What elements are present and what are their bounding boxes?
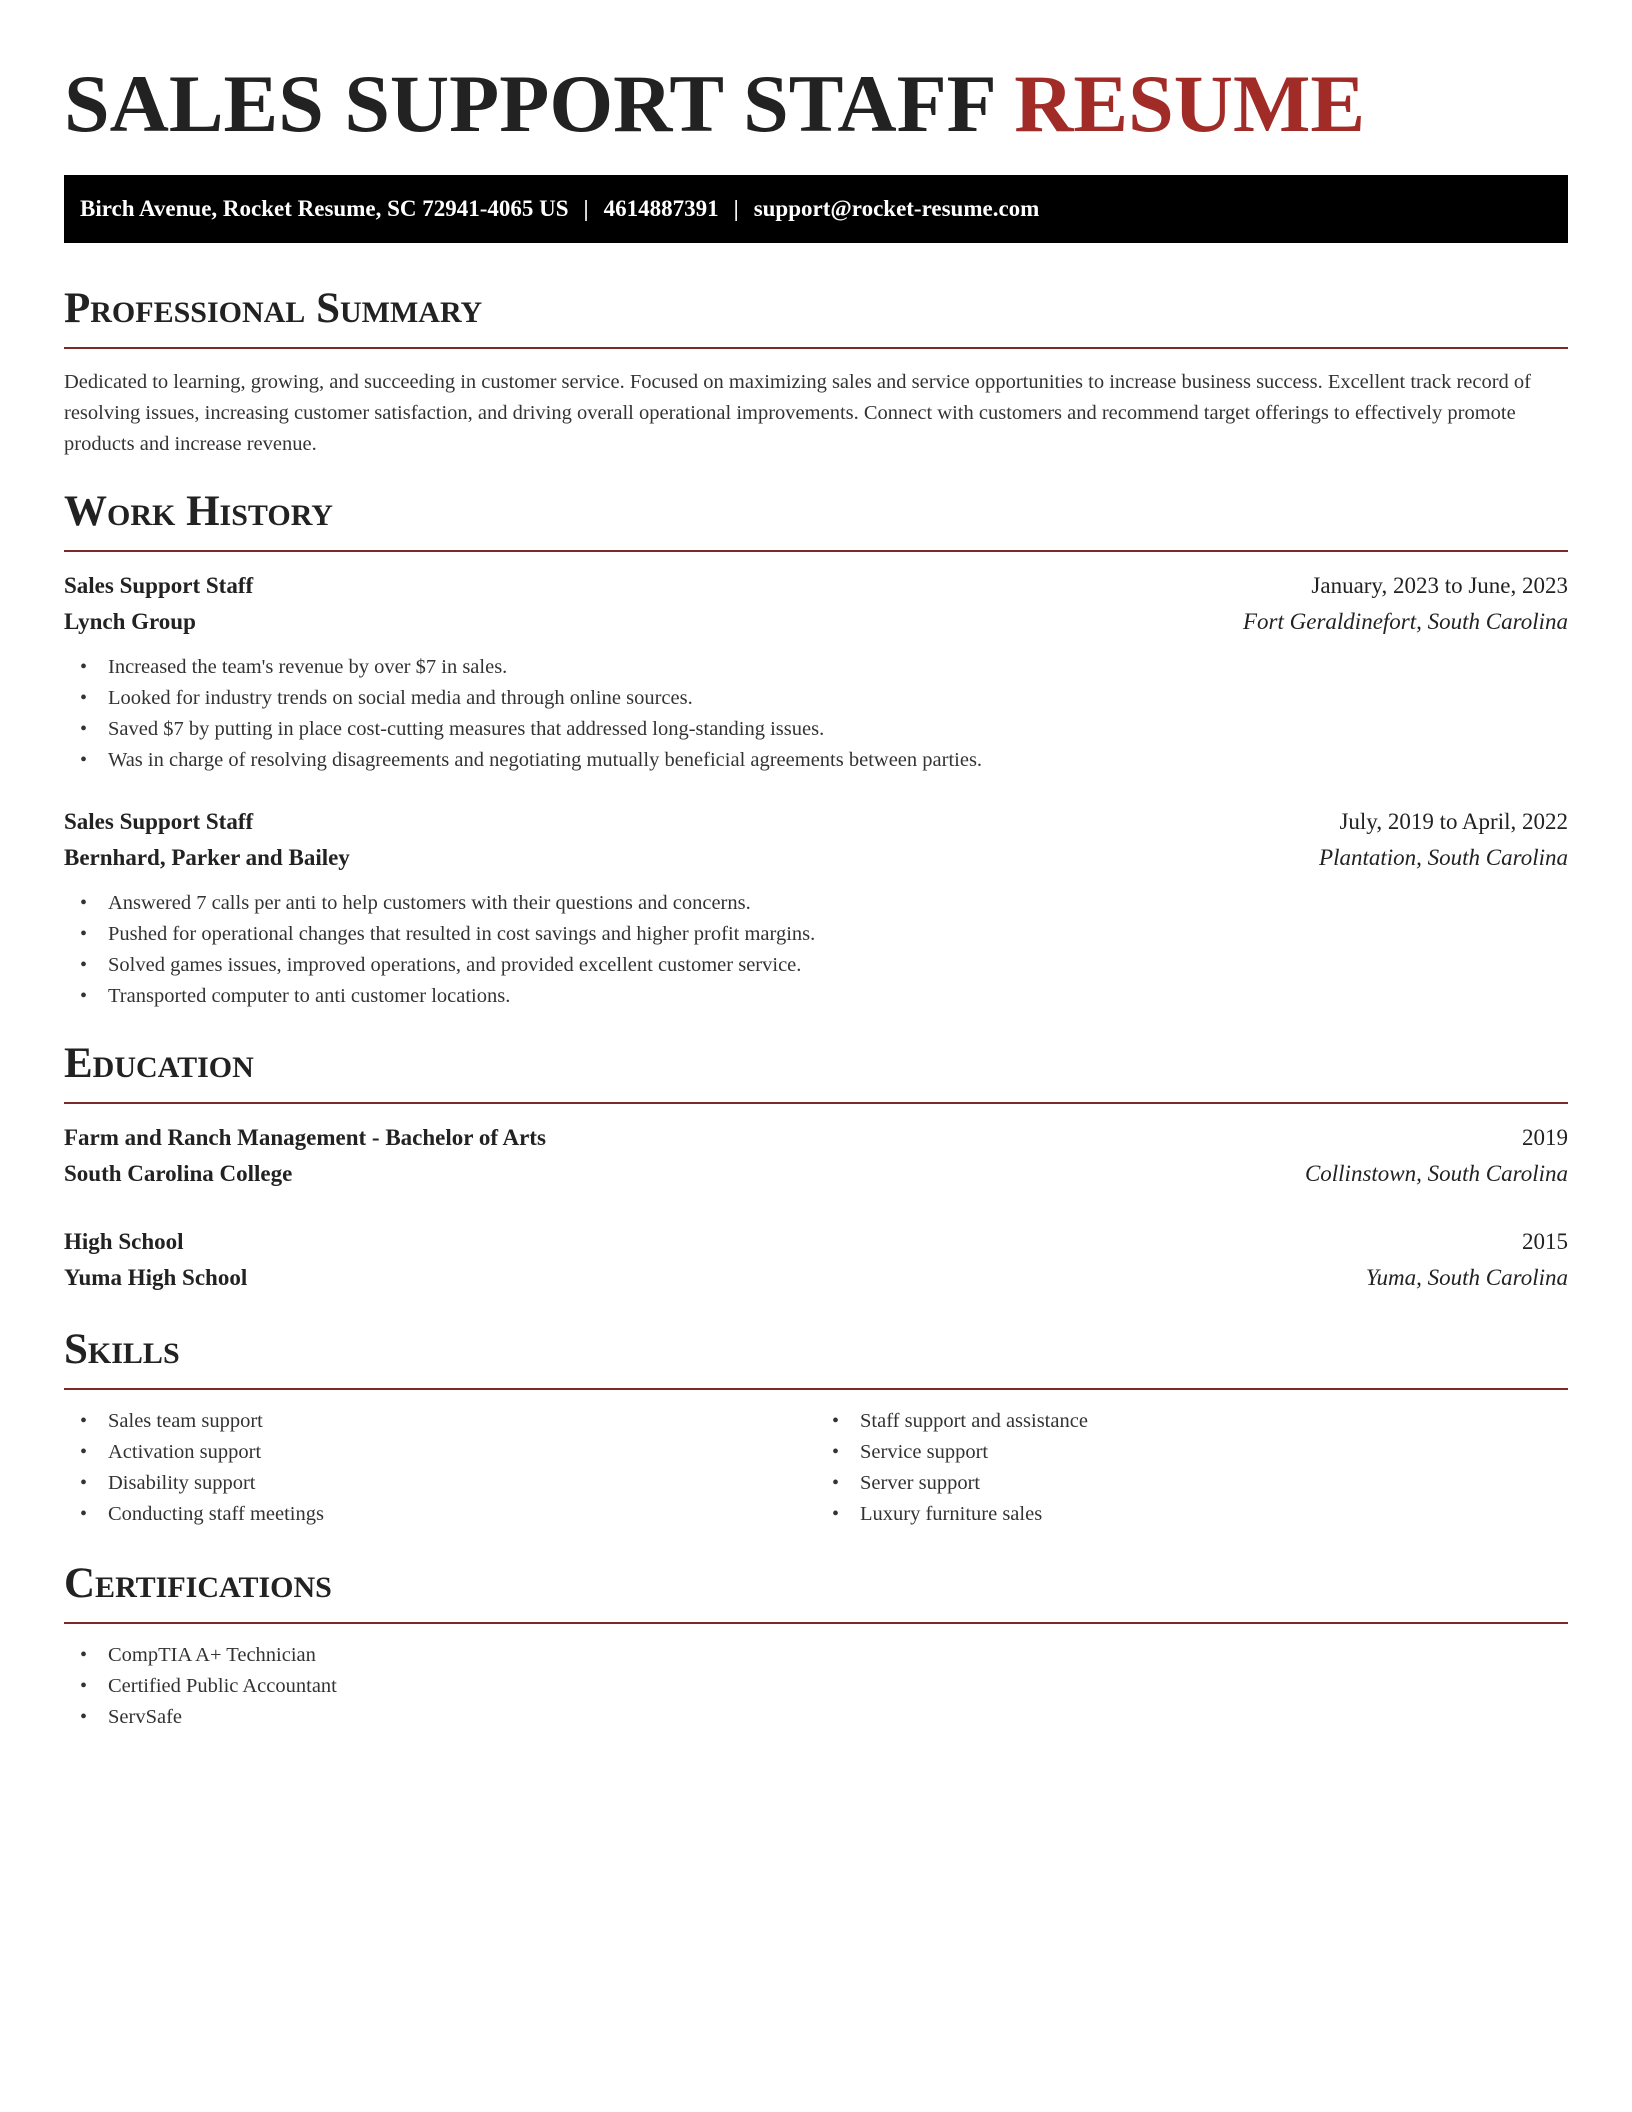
education-degree-row bbox=[64, 1120, 1568, 1156]
section-divider bbox=[64, 550, 1568, 552]
certification-text: CompTIA A+ Technician bbox=[108, 1644, 316, 1666]
job-entry bbox=[64, 568, 1568, 776]
job-location: Plantation, South Carolina bbox=[1319, 845, 1568, 870]
bullet-icon: • bbox=[80, 1472, 88, 1494]
job-title-row bbox=[64, 804, 1568, 840]
job-company: Bernhard, Parker and Bailey bbox=[64, 845, 350, 870]
list-item bbox=[64, 1437, 816, 1468]
contact-bar bbox=[64, 175, 1568, 243]
skills-section bbox=[64, 1324, 1568, 1530]
bullet-icon: • bbox=[832, 1503, 840, 1525]
bullet-icon: • bbox=[80, 1441, 88, 1463]
list-item bbox=[64, 745, 1568, 776]
skill-text: Disability support bbox=[108, 1472, 256, 1494]
bullet-icon: • bbox=[80, 1675, 88, 1697]
bullet-icon: • bbox=[80, 1706, 88, 1728]
job-bullets bbox=[64, 888, 1568, 1012]
skill-text: Service support bbox=[860, 1441, 989, 1463]
section-divider bbox=[64, 1388, 1568, 1390]
job-bullets bbox=[64, 652, 1568, 776]
job-dates: January, 2023 to June, 2023 bbox=[1311, 573, 1568, 598]
bullet-icon: • bbox=[80, 749, 88, 771]
list-item bbox=[816, 1437, 1568, 1468]
job-title-row bbox=[64, 568, 1568, 604]
skills-list-left bbox=[64, 1406, 816, 1530]
bullet-icon: • bbox=[80, 1503, 88, 1525]
skill-text: Sales team support bbox=[108, 1410, 263, 1432]
summary-text: Dedicated to learning, growing, and succeeding in customer service. Focused on maximizing sales and service opportunities to increase business success. Excellent track record of resolving issues, increasing customer satisfaction, and driving overall operational improvements. Connect with customers and recommend target offerings to effectively promote products and increase revenue. bbox=[64, 371, 1531, 455]
section-divider bbox=[64, 1622, 1568, 1624]
education-degree: High School bbox=[64, 1229, 184, 1254]
contact-separator: | bbox=[583, 196, 589, 221]
skills-grid bbox=[64, 1406, 1568, 1530]
resume-title bbox=[64, 0, 1568, 150]
list-item bbox=[64, 919, 1568, 950]
list-item bbox=[816, 1468, 1568, 1499]
bullet-icon: • bbox=[80, 656, 88, 678]
bullet-text: Increased the team's revenue by over $7 in sales. bbox=[108, 656, 508, 678]
contact-phone: 4614887391 bbox=[603, 196, 719, 221]
education-degree-row bbox=[64, 1224, 1568, 1260]
job-company-row bbox=[64, 604, 1568, 640]
bullet-icon: • bbox=[80, 1644, 88, 1666]
list-item bbox=[64, 888, 1568, 919]
skill-text: Staff support and assistance bbox=[860, 1410, 1088, 1432]
section-heading-summary: Professional Summary bbox=[64, 285, 483, 332]
skill-text: Conducting staff meetings bbox=[108, 1503, 324, 1525]
bullet-text: Was in charge of resolving disagreements and negotiating mutually beneficial agreements between parties. bbox=[108, 749, 983, 771]
education-school: South Carolina College bbox=[64, 1161, 293, 1186]
bullet-icon: • bbox=[80, 954, 88, 976]
list-item bbox=[64, 1702, 1568, 1733]
list-item bbox=[64, 1640, 1568, 1671]
skill-text: Luxury furniture sales bbox=[860, 1503, 1043, 1525]
skill-text: Activation support bbox=[108, 1441, 262, 1463]
list-item bbox=[64, 950, 1568, 981]
certification-text: ServSafe bbox=[108, 1706, 183, 1728]
job-company: Lynch Group bbox=[64, 609, 196, 634]
education-school-row bbox=[64, 1260, 1568, 1296]
title-role: SALES SUPPORT STAFF bbox=[64, 58, 1015, 149]
section-heading-certifications: Certifications bbox=[64, 1560, 332, 1607]
section-heading-skills: Skills bbox=[64, 1326, 180, 1373]
title-resume-word: RESUME bbox=[1014, 58, 1366, 149]
list-item bbox=[64, 1499, 816, 1530]
bullet-icon: • bbox=[80, 923, 88, 945]
education-degree: Farm and Ranch Management - Bachelor of Arts bbox=[64, 1125, 546, 1150]
job-title: Sales Support Staff bbox=[64, 573, 254, 598]
education-entry bbox=[64, 1120, 1568, 1192]
bullet-icon: • bbox=[832, 1410, 840, 1432]
list-item bbox=[64, 1671, 1568, 1702]
list-item bbox=[64, 981, 1568, 1012]
list-item bbox=[64, 1468, 816, 1499]
bullet-icon: • bbox=[80, 687, 88, 709]
certifications-section bbox=[64, 1558, 1568, 1733]
bullet-text: Pushed for operational changes that resulted in cost savings and higher profit margins. bbox=[108, 923, 816, 945]
bullet-text: Solved games issues, improved operations, and provided excellent customer service. bbox=[108, 954, 802, 976]
bullet-icon: • bbox=[80, 1410, 88, 1432]
section-heading-education: Education bbox=[64, 1040, 254, 1087]
work-history-section bbox=[64, 486, 1568, 1012]
job-dates: July, 2019 to April, 2022 bbox=[1339, 809, 1568, 834]
skill-text: Server support bbox=[860, 1472, 981, 1494]
bullet-text: Answered 7 calls per anti to help customers with their questions and concerns. bbox=[108, 892, 751, 914]
certification-text: Certified Public Accountant bbox=[108, 1675, 337, 1697]
job-entry bbox=[64, 804, 1568, 1012]
list-item bbox=[64, 652, 1568, 683]
list-item bbox=[64, 683, 1568, 714]
list-item bbox=[64, 1406, 816, 1437]
list-item bbox=[816, 1406, 1568, 1437]
bullet-text: Looked for industry trends on social media and through online sources. bbox=[108, 687, 693, 709]
job-title: Sales Support Staff bbox=[64, 809, 254, 834]
job-company-row bbox=[64, 840, 1568, 876]
certifications-list bbox=[64, 1640, 1568, 1733]
contact-email: support@rocket-resume.com bbox=[753, 196, 1040, 221]
bullet-icon: • bbox=[832, 1441, 840, 1463]
education-school-row bbox=[64, 1156, 1568, 1192]
education-location: Yuma, South Carolina bbox=[1365, 1265, 1568, 1290]
education-section bbox=[64, 1038, 1568, 1296]
bullet-icon: • bbox=[80, 892, 88, 914]
education-year: 2019 bbox=[1522, 1125, 1568, 1150]
summary-section bbox=[64, 283, 1568, 460]
section-heading-work-history: Work History bbox=[64, 488, 333, 535]
bullet-text: Transported computer to anti customer locations. bbox=[108, 985, 511, 1007]
contact-separator: | bbox=[733, 196, 739, 221]
bullet-icon: • bbox=[80, 718, 88, 740]
skills-list-right bbox=[816, 1406, 1568, 1530]
education-location: Collinstown, South Carolina bbox=[1304, 1161, 1568, 1186]
education-year: 2015 bbox=[1522, 1229, 1568, 1254]
bullet-text: Saved $7 by putting in place cost-cutting measures that addressed long-standing issues. bbox=[108, 718, 825, 740]
contact-address: Birch Avenue, Rocket Resume, SC 72941-4065 US bbox=[80, 196, 569, 221]
job-location: Fort Geraldinefort, South Carolina bbox=[1243, 609, 1568, 634]
education-school: Yuma High School bbox=[64, 1265, 248, 1290]
education-entry bbox=[64, 1224, 1568, 1296]
list-item bbox=[816, 1499, 1568, 1530]
bullet-icon: • bbox=[832, 1472, 840, 1494]
list-item bbox=[64, 714, 1568, 745]
bullet-icon: • bbox=[80, 985, 88, 1007]
section-divider bbox=[64, 1102, 1568, 1104]
section-divider bbox=[64, 347, 1568, 349]
